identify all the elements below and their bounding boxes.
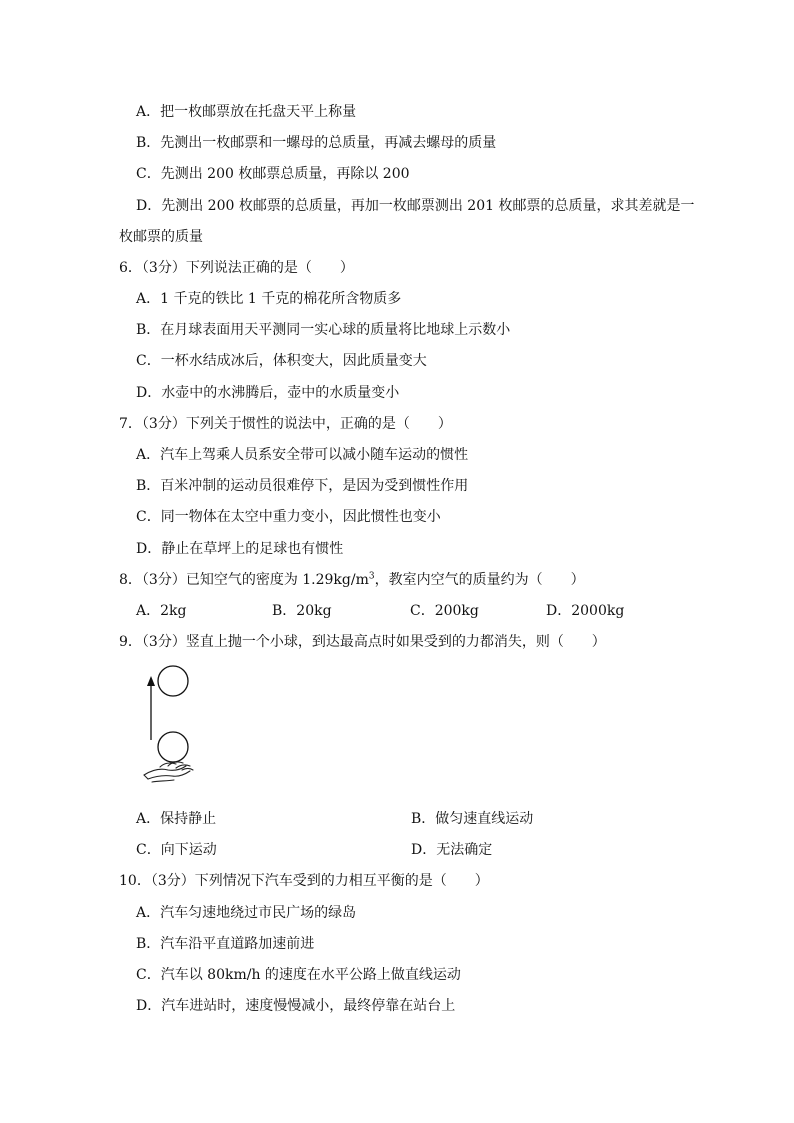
q5-option-c: C．先测出 200 枚邮票总质量，再除以 200 xyxy=(136,166,410,182)
q7-option-a: A．汽车上驾乘人员系安全带可以减小随车运动的惯性 xyxy=(136,447,469,463)
q7-option-c: C．同一物体在太空中重力变小，因此惯性也变小 xyxy=(136,509,441,525)
q8-stem-text: 8．（3分）已知空气的密度为 1.29kg/m xyxy=(119,572,369,588)
q10-option-a: A．汽车匀速地绕过市民广场的绿岛 xyxy=(136,905,357,921)
q8-stem xyxy=(119,570,585,590)
q6-option-d: D．水壶中的水沸腾后，壶中的水质量变小 xyxy=(136,385,400,401)
q9-option-d: D．无法确定 xyxy=(411,842,493,858)
q5-option-d-continuation: 枚邮票的质量 xyxy=(119,229,203,245)
q5-option-b: B．先测出一枚邮票和一螺母的总质量，再减去螺母的质量 xyxy=(136,135,497,151)
q7-stem: 7．（3分）下列关于惯性的说法中，正确的是（ ） xyxy=(119,416,452,432)
q8-stem-tail: ，教室内空气的质量约为（ ） xyxy=(374,572,585,588)
top-ball-icon xyxy=(158,666,188,696)
q9-stem: 9．（3分）竖直上抛一个小球，到达最高点时如果受到的力都消失，则（ ） xyxy=(119,634,606,650)
hand-icon xyxy=(144,762,193,782)
q6-option-c: C．一杯水结成冰后，体积变大，因此质量变大 xyxy=(136,353,427,369)
q6-option-a: A．1 千克的铁比 1 千克的棉花所含物质多 xyxy=(136,291,402,307)
q5-option-d: D．先测出 200 枚邮票的总质量，再加一枚邮票测出 201 枚邮票的总质量，求其差就是一 xyxy=(136,198,695,214)
q8-option-b: B．20kg xyxy=(272,603,332,619)
q9-option-b: B．做匀速直线运动 xyxy=(411,811,534,827)
q9-option-a: A．保持静止 xyxy=(136,811,217,827)
upward-arrow-head-icon xyxy=(147,676,155,686)
q8-option-a: A．2kg xyxy=(136,603,187,619)
q6-option-b: B．在月球表面用天平测同一实心球的质量将比地球上示数小 xyxy=(136,322,511,338)
q8-option-c: C．200kg xyxy=(410,603,479,619)
q6-stem: 6．（3分）下列说法正确的是（ ） xyxy=(119,260,354,276)
q7-option-d: D．静止在草坪上的足球也有惯性 xyxy=(136,541,344,557)
q10-option-c: C．汽车以 80km/h 的速度在水平公路上做直线运动 xyxy=(136,967,461,983)
q8-stem-superscript: 3 xyxy=(368,571,375,582)
q10-option-b: B．汽车沿平直道路加速前进 xyxy=(136,936,315,952)
q10-stem: 10．（3分）下列情况下汽车受到的力相互平衡的是（ ） xyxy=(119,873,489,889)
q7-option-b: B．百米冲制的运动员很难停下，是因为受到惯性作用 xyxy=(136,478,469,494)
bottom-ball-icon xyxy=(158,732,188,762)
q9-figure-thrown-ball xyxy=(138,662,208,784)
q5-option-a: A．把一枚邮票放在托盘天平上称量 xyxy=(136,104,357,120)
q9-option-c: C．向下运动 xyxy=(136,842,217,858)
q8-option-d: D．2000kg xyxy=(546,603,625,619)
q10-option-d: D．汽车进站时，速度慢慢减小，最终停靠在站台上 xyxy=(136,998,456,1014)
